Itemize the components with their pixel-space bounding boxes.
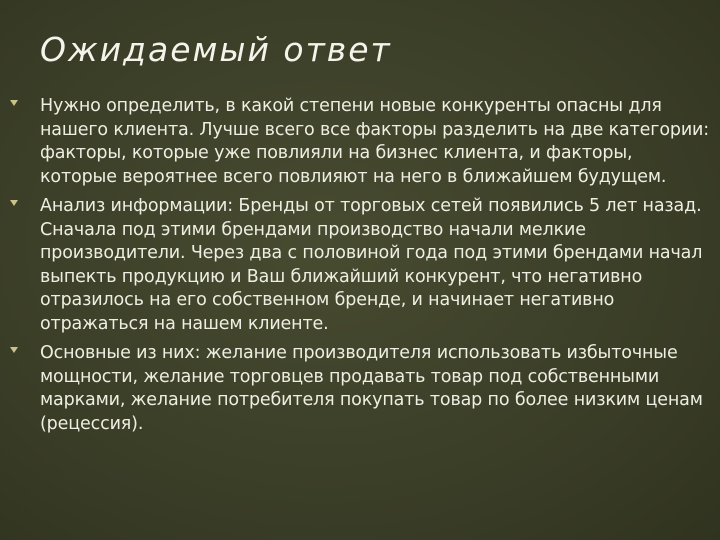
bullet-item bbox=[8, 342, 714, 436]
triangle-bullet-icon bbox=[9, 344, 19, 356]
bullet-item bbox=[8, 195, 714, 336]
bullet-item bbox=[8, 95, 714, 189]
triangle-bullet-icon bbox=[9, 97, 19, 109]
triangle-bullet-icon bbox=[9, 197, 19, 209]
bullet-list bbox=[8, 95, 714, 442]
bullet-text: Анализ информации: Бренды от торговых сетей появились 5 лет назад. Сначала под этими брендами производство начали мелкие производители. Через два с половиной года под этими брендами начал выпекть продукцию и Ваш ближайший конкурент, что негативно отразилось на его собственном бренде, и начинает негативно отражаться на нашем клиенте. bbox=[40, 196, 703, 334]
bullet-text: Основные из них: желание производителя использовать избыточные мощности, желание торговцев продавать товар под собственными марками, желание потребителя покупать товар по более низким ценам (рецессия). bbox=[40, 343, 703, 434]
bullet-text: Нужно определить, в какой степени новые конкуренты опасны для нашего клиента. Лучше всего все факторы разделить на две категории: факторы, которые уже повлияли на бизнес клиента, и факторы, которые вероятнее всего повлияют на него в ближайшем будущем. bbox=[40, 96, 710, 187]
slide-title: Ожидаемый ответ bbox=[40, 30, 392, 69]
